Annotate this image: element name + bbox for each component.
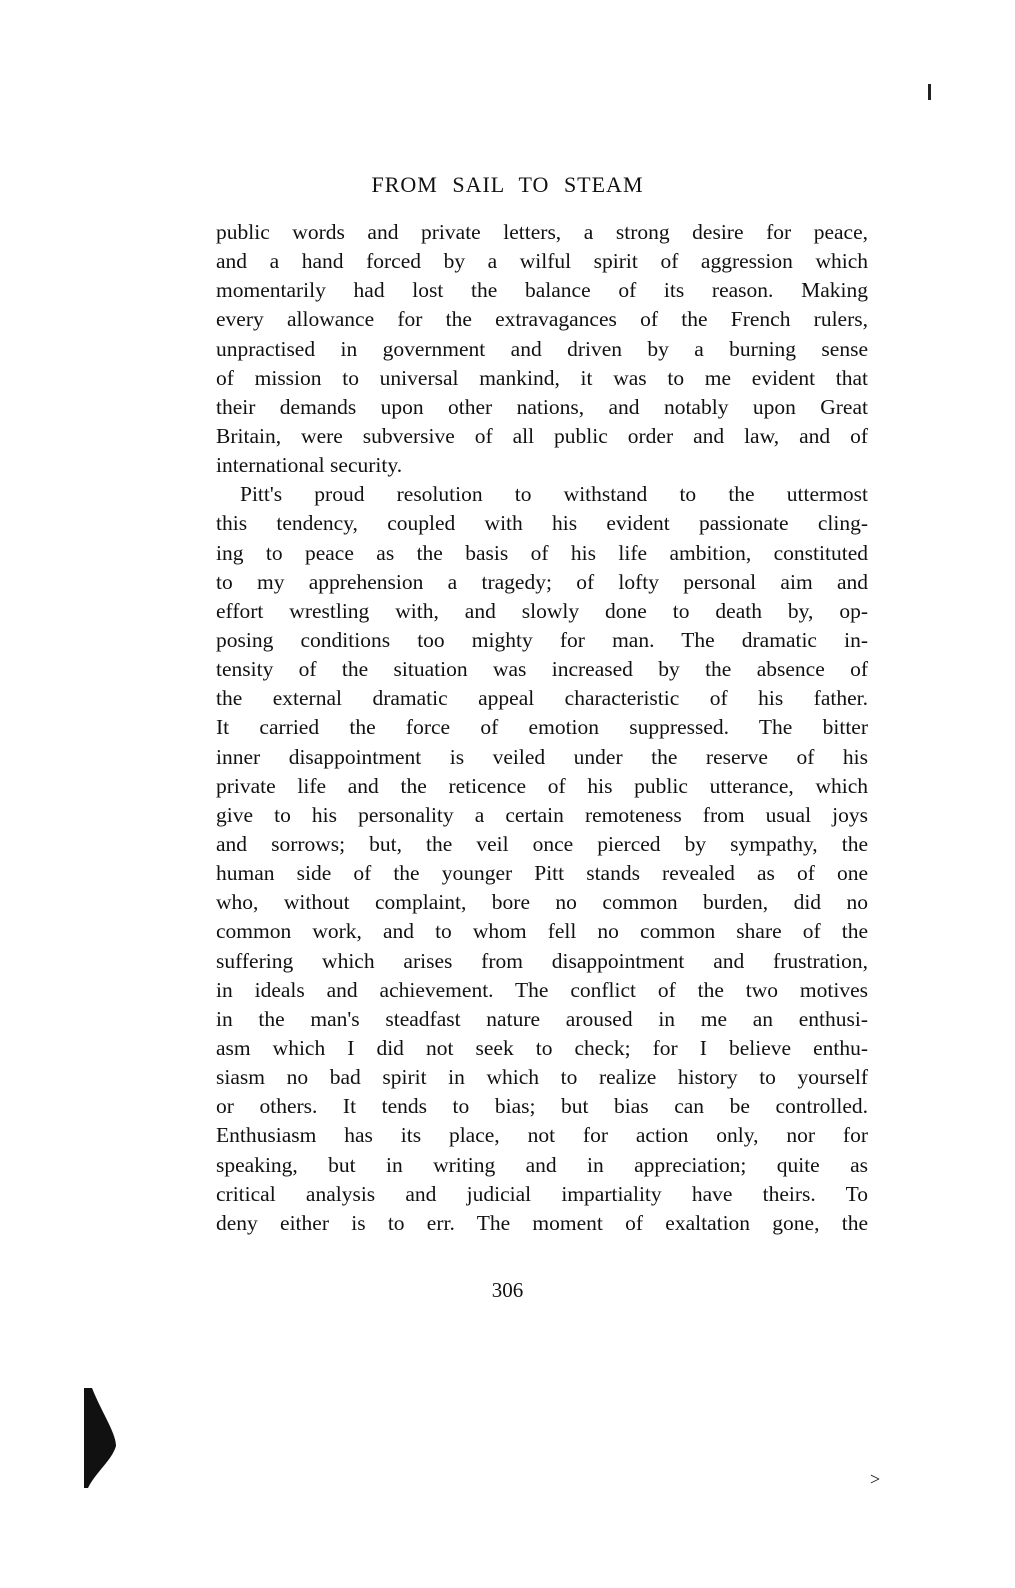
text-line: posing conditions too mighty for man. The dramatic in-	[216, 627, 868, 652]
text-line: asm which I did not seek to check; for I believe enthu-	[216, 1035, 868, 1060]
corner-mark: >	[870, 1469, 881, 1489]
text-line: It carried the force of emotion suppressed. The bitter	[216, 715, 868, 740]
text-line: common work, and to whom fell no common share of the	[216, 919, 868, 944]
text-line: and a hand forced by a wilful spirit of aggression which	[216, 249, 868, 274]
text-line: give to his personality a certain remoteness from usual joys	[216, 802, 868, 827]
text-line: inner disappointment is veiled under the reserve of his	[216, 744, 868, 769]
text-line: and sorrows; but, the veil once pierced by sympathy, the	[216, 831, 868, 856]
text-line: effort wrestling with, and slowly done to death by, op-	[216, 598, 868, 623]
text-line: in ideals and achievement. The conflict of the two motives	[216, 977, 868, 1002]
text-line: tensity of the situation was increased by the absence of	[216, 657, 868, 682]
text-line: or others. It tends to bias; but bias can be controlled.	[216, 1094, 868, 1119]
text-line: who, without complaint, bore no common burden, did no	[216, 890, 868, 915]
text-line: critical analysis and judicial impartiality have theirs. To	[216, 1181, 868, 1206]
paragraph-start-line: Pitt's proud resolution to withstand to the uttermost	[240, 482, 868, 507]
text-line: of mission to universal mankind, it was to me evident that	[216, 365, 868, 390]
text-line: the external dramatic appeal characteristic of his father.	[216, 686, 868, 711]
text-line: public words and private letters, a strong desire for peace,	[216, 220, 868, 244]
text-line: their demands upon other nations, and notably upon Great	[216, 394, 868, 419]
text-line: Enthusiasm has its place, not for action only, nor for	[216, 1123, 868, 1148]
text-line: every allowance for the extravagances of the French rulers,	[216, 307, 868, 332]
text-line: ing to peace as the basis of his life ambition, constituted	[216, 540, 868, 565]
paragraph-end-line: international security.	[216, 453, 403, 478]
text-line: in the man's steadfast nature aroused in me an enthusi-	[216, 1006, 868, 1031]
body-text	[216, 218, 868, 1238]
text-line: deny either is to err. The moment of exaltation gone, the	[216, 1210, 868, 1235]
page-number: 306	[491, 1278, 524, 1302]
text-line: private life and the reticence of his public utterance, which	[216, 773, 868, 798]
text-line: human side of the younger Pitt stands revealed as of one	[216, 861, 868, 886]
running-title: FROM SAIL TO STEAM	[371, 172, 644, 197]
text-line: Britain, were subversive of all public order and law, and of	[216, 423, 868, 448]
top-margin-tick	[928, 84, 931, 100]
text-line: siasm no bad spirit in which to realize history to yourself	[216, 1065, 868, 1090]
text-line: suffering which arises from disappointment and frustration,	[216, 948, 868, 973]
text-line: momentarily had lost the balance of its reason. Making	[216, 278, 868, 303]
text-line: to my apprehension a tragedy; of lofty personal aim and	[216, 569, 868, 594]
text-line: unpractised in government and driven by a burning sense	[216, 336, 868, 361]
edge-shape	[84, 1388, 116, 1488]
text-line: this tendency, coupled with his evident passionate cling-	[216, 511, 868, 536]
scan-edge-bar	[82, 1388, 118, 1488]
text-line: speaking, but in writing and in appreciation; quite as	[216, 1152, 868, 1177]
